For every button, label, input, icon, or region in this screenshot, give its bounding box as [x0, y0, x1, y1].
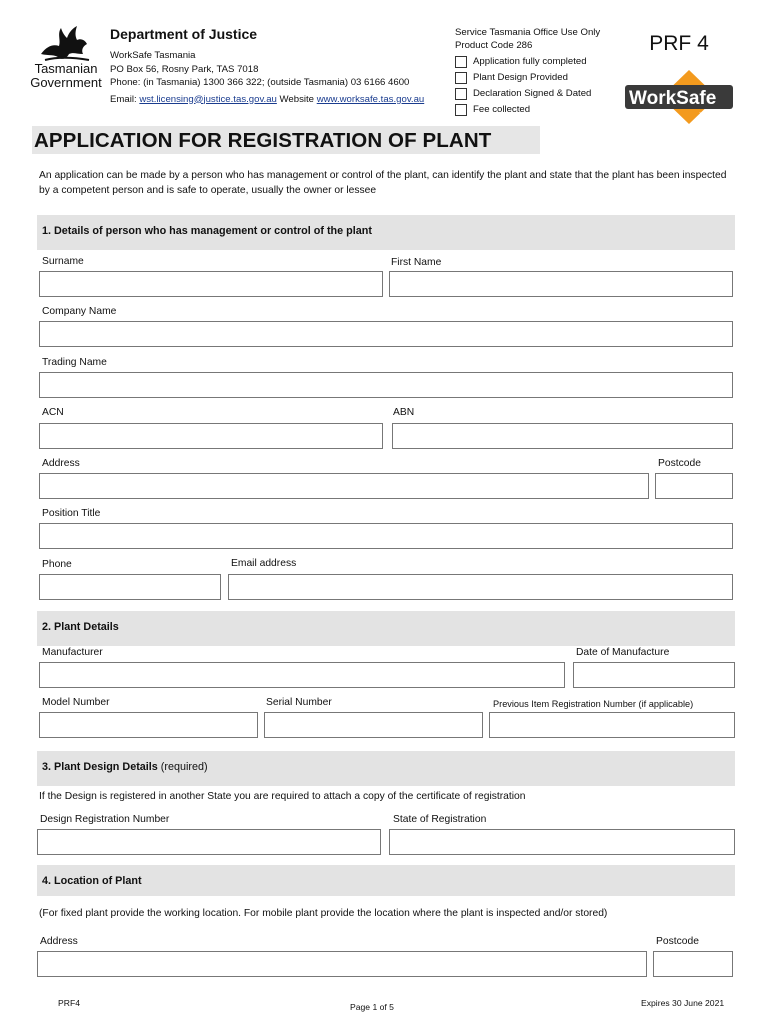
checklist-item[interactable] [455, 55, 625, 68]
first-name-field[interactable] [389, 271, 733, 297]
checklist-label: Plant Design Provided [473, 72, 568, 83]
section-4-note: (For fixed plant provide the working location. For mobile plant provide the location where the plant is inspected and/or stored) [39, 908, 608, 919]
worksafe-logo-text: WorkSafe [629, 88, 717, 109]
state-of-registration-field[interactable] [389, 829, 735, 855]
acn-field[interactable] [39, 423, 383, 449]
date-of-manufacture-label: Date of Manufacture [576, 647, 670, 658]
section-3-heading-text: 3. Plant Design Details [42, 761, 158, 773]
department-info [110, 26, 450, 106]
location-postcode-label: Postcode [656, 936, 699, 947]
department-title: Department of Justice [110, 26, 258, 42]
office-use-title: Service Tasmania Office Use Only [455, 27, 601, 38]
abn-label: ABN [393, 407, 415, 418]
trading-name-label: Trading Name [42, 357, 107, 368]
checklist-item[interactable] [455, 103, 625, 116]
company-name-field[interactable] [39, 321, 733, 347]
website-label: Website [276, 93, 317, 105]
abn-field[interactable] [392, 423, 733, 449]
section-1-heading: 1. Details of person who has management or control of the plant [37, 215, 735, 250]
prev-registration-field[interactable] [489, 712, 735, 738]
checkbox[interactable] [455, 72, 467, 84]
prev-registration-label: Previous Item Registration Number (if applicable) [493, 699, 694, 709]
form-code: PRF 4 [649, 32, 709, 55]
location-postcode-field[interactable] [653, 951, 733, 977]
section-2-heading: 2. Plant Details [37, 611, 735, 646]
product-code: Product Code 286 [455, 40, 533, 51]
email-address-field[interactable] [228, 574, 733, 600]
thylacine-icon [37, 24, 95, 62]
email-link[interactable]: wst.licensing@justice.tas.gov.au [139, 93, 277, 105]
trading-name-field[interactable] [39, 372, 733, 398]
section-3-note: If the Design is registered in another State you are required to attach a copy of the certificate of registration [39, 791, 526, 802]
design-registration-field[interactable] [37, 829, 381, 855]
manufacturer-label: Manufacturer [42, 647, 103, 658]
location-address-label: Address [40, 936, 78, 947]
website-link[interactable]: www.worksafe.tas.gov.au [316, 93, 425, 105]
checkbox[interactable] [455, 88, 467, 100]
surname-label: Surname [42, 256, 84, 267]
agency-name: WorkSafe Tasmania [110, 50, 196, 61]
section-4-heading: 4. Location of Plant [37, 865, 735, 896]
section-3-heading [37, 751, 735, 786]
surname-field[interactable] [39, 271, 383, 297]
worksafe-logo [623, 68, 735, 126]
date-of-manufacture-field[interactable] [573, 662, 735, 688]
address-label: Address [42, 458, 80, 469]
worksafe-logo-subtext: TASMANIA [699, 111, 720, 116]
location-address-field[interactable] [37, 951, 647, 977]
checklist-label: Application fully completed [473, 56, 587, 67]
footer-page-number: Page 1 of 5 [350, 1002, 394, 1012]
footer-form-code: PRF4 [58, 998, 80, 1008]
logo-text-government: Government [30, 75, 102, 90]
postal-address: PO Box 56, Rosny Park, TAS 7018 [110, 63, 259, 75]
phone-label: Phone [42, 559, 72, 570]
logo-text-tasmanian: Tasmanian [34, 61, 98, 76]
first-name-label: First Name [391, 257, 442, 268]
phone-line: Phone: (in Tasmania) 1300 366 322; (outside Tasmania) 03 6166 4600 [110, 77, 410, 88]
position-title-label: Position Title [42, 508, 101, 519]
postcode-field[interactable] [655, 473, 733, 499]
state-of-registration-label: State of Registration [393, 814, 487, 825]
postcode-label: Postcode [658, 458, 701, 469]
office-use-block [455, 26, 625, 116]
position-title-field[interactable] [39, 523, 733, 549]
company-name-label: Company Name [42, 306, 117, 317]
email-label: Email: [110, 93, 140, 105]
intro-text: An application can be made by a person who has management or control of the plant, can identify the plant and state that the plant has been inspected by a competent person and is safe to operate, usually the owner or lessee [39, 170, 727, 196]
page-title: APPLICATION FOR REGISTRATION OF PLANT [32, 126, 540, 154]
model-number-field[interactable] [39, 712, 258, 738]
serial-number-label: Serial Number [266, 697, 332, 708]
checkbox[interactable] [455, 104, 467, 116]
acn-label: ACN [42, 407, 64, 418]
footer-expiry: Expires 30 June 2021 [641, 998, 725, 1008]
section-3-required: (required) [157, 761, 208, 773]
design-registration-label: Design Registration Number [40, 814, 170, 825]
checkbox[interactable] [455, 56, 467, 68]
email-address-label: Email address [231, 558, 297, 569]
phone-field[interactable] [39, 574, 221, 600]
model-number-label: Model Number [42, 697, 110, 708]
serial-number-field[interactable] [264, 712, 483, 738]
manufacturer-field[interactable] [39, 662, 565, 688]
contact-line [110, 93, 450, 107]
checklist-item[interactable] [455, 71, 625, 84]
address-field[interactable] [39, 473, 649, 499]
checklist-item[interactable] [455, 87, 625, 100]
checklist-label: Fee collected [473, 104, 531, 115]
checklist-label: Declaration Signed & Dated [473, 88, 592, 99]
tasmanian-government-logo [26, 24, 106, 96]
